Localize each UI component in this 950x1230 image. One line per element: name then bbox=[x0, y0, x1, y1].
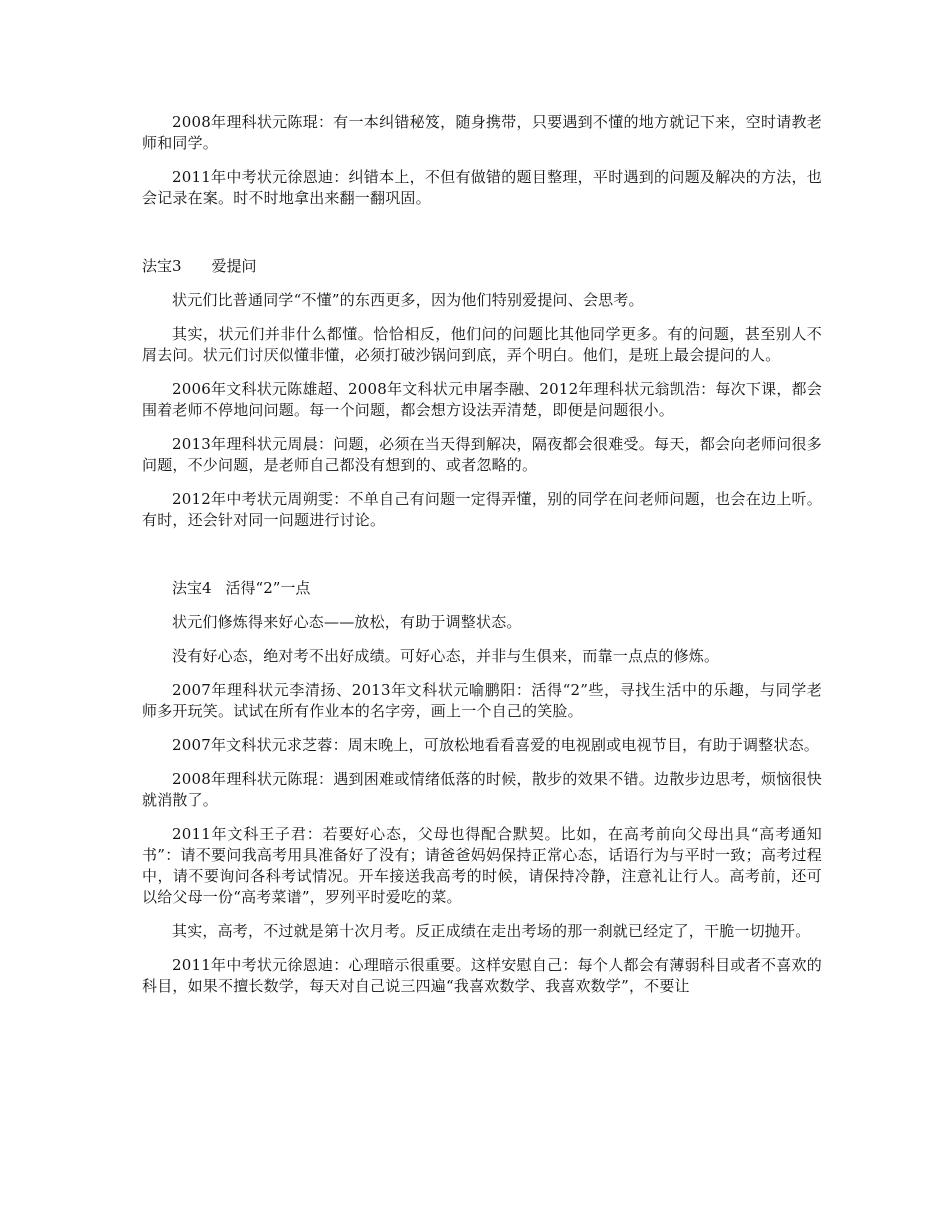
paragraph: 其实，高考，不过就是第十次月考。反正成绩在走出考场的那一刹就已经定了，干脆一切抛开。 bbox=[172, 922, 811, 940]
section-heading bbox=[142, 578, 822, 599]
paragraph: 没有好心态，绝对考不出好成绩。可好心态，并非与生俱来，而靠一点点的修炼。 bbox=[172, 647, 720, 665]
section-label: 法宝4 bbox=[172, 579, 212, 597]
paragraph: 状元们修炼得来好心态——放松，有助于调整状态。 bbox=[172, 613, 522, 631]
paragraph: 2008年理科状元陈琨：遇到困难或情绪低落的时候，散步的效果不错。边散步边思考，烦恼很快就消散了。 bbox=[142, 770, 822, 809]
paragraph: 2007年理科状元李清扬、2013年文科状元喻鹏阳：活得“2”些，寻找生活中的乐趣，与同学老师多开玩笑。试试在所有作业本的名字旁，画上一个自己的笑脸。 bbox=[142, 681, 822, 720]
paragraph: 2012年中考状元周朔雯：不单自己有问题一定得弄懂，别的同学在问老师问题，也会在边上听。有时，还会针对同一问题进行讨论。 bbox=[142, 490, 822, 529]
paragraph: 状元们比普通同学“不懂”的东西更多，因为他们特别爱提问、会思考。 bbox=[172, 291, 644, 309]
paragraph: 2007年文科状元求芝蓉：周末晚上，可放松地看看喜爱的电视剧或电视节目，有助于调整状态。 bbox=[172, 736, 819, 754]
paragraph: 2011年中考状元徐恩迪：心理暗示很重要。这样安慰自己：每个人都会有薄弱科目或者不喜欢的科目，如果不擅长数学，每天对自己说三四遍“我喜欢数学、我喜欢数学”，不要让 bbox=[142, 956, 822, 995]
paragraph: 2011年中考状元徐恩迪：纠错本上，不但有做错的题目整理，平时遇到的问题及解决的方法，也会记录在案。时不时地拿出来翻一翻巩固。 bbox=[142, 168, 822, 207]
section-title: 活得“2”一点 bbox=[225, 579, 311, 597]
paragraph: 2006年文科状元陈雄超、2008年文科状元申屠李融、2012年理科状元翁凯浩：每次下课，都会围着老师不停地问问题。每一个问题，都会想方设法弄清楚，即便是问题很小。 bbox=[142, 380, 822, 419]
paragraph: 2013年理科状元周晨：问题，必须在当天得到解决，隔夜都会很难受。每天，都会向老师问很多问题，不少问题，是老师自己都没有想到的、或者忽略的。 bbox=[142, 435, 822, 474]
paragraph: 2011年文科王子君：若要好心态，父母也得配合默契。比如，在高考前向父母出具“高考通知书”：请不要问我高考用具准备好了没有；请爸爸妈妈保持正常心态，话语行为与平时一致；高考过程中，请不要询问各科考试情况。开车接送我高考的时候，请保持冷静，注意礼让行人。高考前，还可以给父母一份“高考菜谱”，罗列平时爱吃的菜。 bbox=[142, 825, 822, 906]
paragraph: 其实，状元们并非什么都懂。恰恰相反，他们问的问题比其他同学更多。有的问题，甚至别人不屑去问。状元们讨厌似懂非懂，必须打破沙锅问到底，弄个明白。他们，是班上最会提问的人。 bbox=[142, 325, 822, 364]
document-page bbox=[142, 112, 822, 997]
section-title: 爱提问 bbox=[211, 257, 257, 275]
section-label: 法宝3 bbox=[142, 257, 182, 275]
section-heading bbox=[142, 256, 822, 277]
paragraph: 2008年理科状元陈琨：有一本纠错秘笈，随身携带，只要遇到不懂的地方就记下来，空时请教老师和同学。 bbox=[142, 113, 822, 152]
